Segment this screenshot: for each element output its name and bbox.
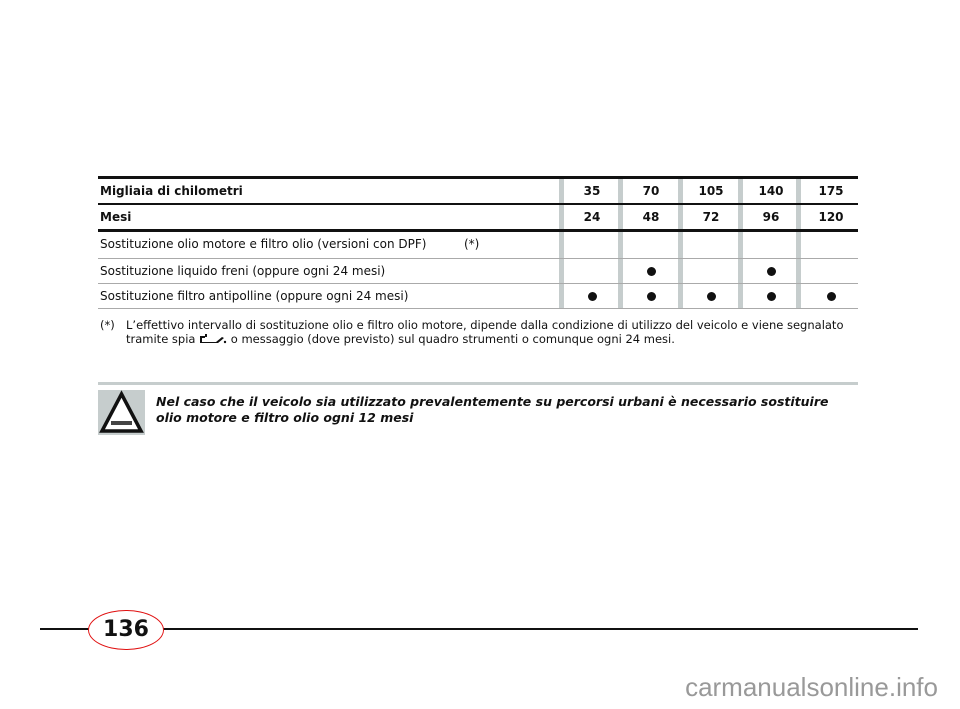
schedule-cell: [744, 232, 798, 258]
footnote-text: L’effettivo intervallo di sostituzione olio e filtro olio motore, dipende dalla condizione di utilizzo del veicolo e viene segnalato tramite spia: [126, 318, 844, 346]
schedule-cell: [684, 284, 738, 308]
km-value: 70: [642, 184, 660, 198]
column-separator: [678, 232, 683, 258]
scheduled-dot-icon: [707, 292, 716, 301]
table-row: [98, 259, 858, 283]
schedule-cell: [565, 232, 619, 258]
column-separator: [559, 205, 564, 229]
column-separator: [678, 259, 683, 283]
km-header-label: Migliaia di chilometri: [100, 184, 243, 198]
scheduled-dot-icon: [767, 292, 776, 301]
warning-text: Nel caso che il veicolo sia utilizzato prevalentemente su percorsi urbani è necessario sostituire olio motore e filtro olio ogni 12 mesi: [156, 394, 829, 425]
schedule-cell: [624, 259, 678, 283]
page-number: 136: [88, 610, 164, 650]
schedule-cell: [804, 232, 858, 258]
row-label: Sostituzione liquido freni (oppure ogni 24 mesi): [100, 264, 386, 278]
footnote-text-cont: o messaggio (dove previsto) sul quadro strumenti o comunque ogni 24 mesi.: [230, 332, 675, 346]
warning-triangle-icon: [98, 390, 145, 435]
schedule-cell: [684, 232, 738, 258]
months-header-label: Mesi: [100, 210, 132, 224]
column-separator: [678, 179, 683, 203]
column-separator: [738, 284, 743, 308]
km-value: 140: [758, 184, 784, 198]
table-row: [98, 284, 858, 308]
maintenance-table: [98, 176, 858, 309]
column-separator: [559, 232, 564, 258]
schedule-cell: [565, 259, 619, 283]
divider: [98, 308, 858, 309]
months-value: 120: [818, 210, 844, 224]
column-separator: [738, 259, 743, 283]
schedule-cell: [804, 259, 858, 283]
warning-rule: [98, 382, 858, 385]
scheduled-dot-icon: [588, 292, 597, 301]
scheduled-dot-icon: [647, 267, 656, 276]
footnote-ref: (*): [464, 237, 480, 251]
column-separator: [738, 232, 743, 258]
months-value: 24: [583, 210, 601, 224]
column-separator: [678, 284, 683, 308]
schedule-cell: [744, 259, 798, 283]
footnote: [100, 318, 860, 346]
column-separator: [738, 205, 743, 229]
scheduled-dot-icon: [767, 267, 776, 276]
schedule-cell: [804, 284, 858, 308]
column-separator: [559, 284, 564, 308]
row-label: Sostituzione olio motore e filtro olio (versioni con DPF): [100, 237, 427, 251]
row-label: Sostituzione filtro antipolline (oppure ogni 24 mesi): [100, 289, 409, 303]
column-separator: [738, 179, 743, 203]
table-row: [98, 232, 858, 258]
months-value: 96: [762, 210, 780, 224]
km-value: 175: [818, 184, 844, 198]
months-header-row: [98, 205, 858, 229]
column-separator: [678, 205, 683, 229]
months-value: 48: [642, 210, 660, 224]
km-value: 105: [698, 184, 724, 198]
watermark: carmanualsonline.info: [685, 672, 938, 702]
column-separator: [559, 179, 564, 203]
footnote-marker: (*): [100, 318, 115, 332]
scheduled-dot-icon: [647, 292, 656, 301]
column-separator: [559, 259, 564, 283]
oil-pressure-icon: [199, 334, 227, 345]
km-value: 35: [583, 184, 601, 198]
schedule-cell: [624, 232, 678, 258]
schedule-cell: [684, 259, 738, 283]
schedule-cell: [744, 284, 798, 308]
months-value: 72: [702, 210, 720, 224]
schedule-cell: [624, 284, 678, 308]
schedule-cell: [565, 284, 619, 308]
km-header-row: [98, 179, 858, 203]
footer-rule: [40, 628, 918, 630]
scheduled-dot-icon: [827, 292, 836, 301]
